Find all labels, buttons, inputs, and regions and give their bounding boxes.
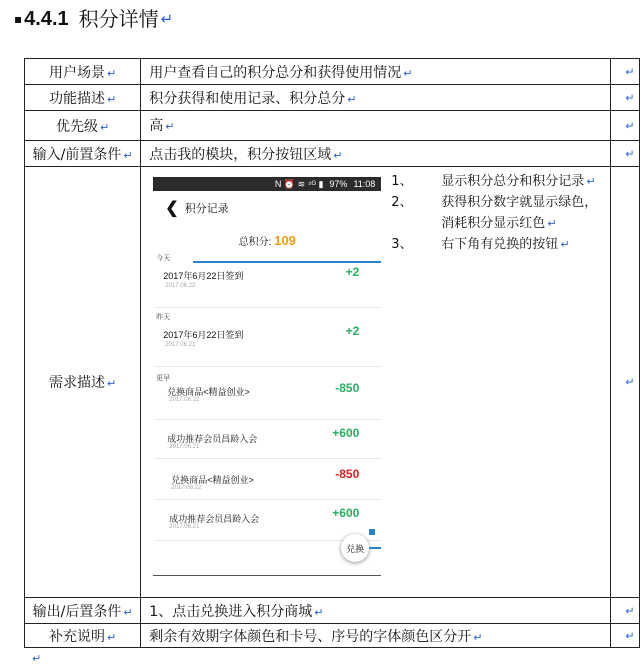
phone-mockup [153,177,381,577]
record-date: 2017.06.21 [165,342,196,348]
scene-value: 用户查看自己的积分总分和获得使用情况 [149,64,402,81]
label-cell [25,624,141,648]
record-title: 成功推荐会员昌龄入会 [167,434,258,444]
table-row [25,141,640,167]
label-cell [25,141,141,167]
list-item [155,322,381,367]
item-text: 获得积分数字就显示绿色，消耗积分显示红色 ↵ [441,195,598,231]
total-value: 109 [274,233,296,248]
list-item [155,420,381,459]
back-icon[interactable]: ❮ [165,200,179,217]
paragraph-mark-icon: ↵ [333,148,343,162]
table-row [25,167,640,598]
bottom-divider [153,575,381,576]
list-item [155,459,381,500]
record-amount: -850 [335,467,360,481]
end-cell [611,598,640,624]
label-cell [25,167,141,598]
record-amount: +2 [345,265,360,279]
nav-title: 积分记录 [184,203,229,215]
priority-label: 优先级 [56,118,99,135]
paragraph-mark-icon: ↵ [107,377,117,390]
paragraph-mark-icon: ↵ [625,65,635,78]
record-date: 2017.06.22 [171,485,202,491]
table-row [25,598,640,624]
paragraph-mark-icon: ↵ [107,630,117,644]
paragraph-mark-icon: ↵ [547,217,557,230]
paragraph-mark-icon: ↵ [586,175,596,188]
paragraph-mark-icon: ↵ [625,375,635,389]
item-number: 2、 [391,195,413,210]
exchange-button[interactable] [341,534,369,562]
paragraph-mark-icon: ↵ [625,629,635,642]
label-cell [25,598,141,624]
record-title: 2017年6月22日签到 [163,330,244,340]
list-item [391,171,597,192]
record-amount: +600 [332,426,360,440]
total-label: 总积分: [238,237,272,248]
total-points [153,229,381,253]
record-date: 2017.06.22 [165,283,196,289]
requirement-table [24,58,640,648]
paragraph-mark-icon: ↵ [347,92,357,106]
table-row [25,111,640,141]
extra-value: 剩余有效期字体颜色和卡号、序号的字体颜色区分开 [149,628,472,645]
req-label: 需求描述 [49,375,106,391]
heading-number: 4.4.1 [24,8,69,30]
status-bar [153,177,381,191]
heading-title: 积分详情 [78,7,159,31]
record-amount: +600 [332,506,360,520]
func-value: 积分获得和使用记录、积分总分 [149,90,346,107]
extra-label: 补充说明 [49,628,106,645]
clock: 11:08 [353,179,376,189]
record-title: 2017年6月22日签到 [163,271,244,281]
list-item [391,234,597,255]
nav-bar [153,191,381,225]
paragraph-mark-icon: ↵ [123,605,133,619]
value-cell [141,141,611,167]
end-cell [611,624,640,648]
paragraph-mark-icon: ↵ [625,147,635,160]
record-amount: -850 [335,381,360,395]
end-cell [611,141,640,167]
list-item [391,192,597,234]
requirement-list [391,171,597,255]
paragraph-mark-icon: ↵ [123,148,133,162]
paragraph-mark-icon: ↵ [160,10,174,28]
end-cell [611,59,640,85]
heading-bullet: ▪ [14,12,23,26]
label-cell [25,85,141,111]
status-icons: N ⏰ ≋ ⁴ᴳ ▮ [274,178,324,189]
section-yesterday: 昨天 [156,314,171,321]
value-cell [141,85,611,111]
value-cell [141,59,611,85]
paragraph-mark-icon: ↵ [625,604,635,617]
record-date: 2017.06.21 [169,524,200,530]
end-cell [611,85,640,111]
list-item [155,383,381,420]
priority-value: 高 [149,118,164,134]
input-label: 输入/前置条件 [32,146,122,163]
paragraph-mark-icon: ↵ [107,66,117,80]
record-date: 2017.06.22 [169,397,200,403]
resize-handle-icon [369,529,375,535]
label-cell [25,111,141,141]
value-cell [141,111,611,141]
output-label: 输出/后置条件 [32,603,122,620]
list-item [155,263,381,308]
table-row [25,85,640,111]
item-text: 右下角有兑换的按钮 ↵ [441,237,570,252]
section-today: 今天 [156,255,171,262]
section-heading [14,6,173,32]
item-text: 显示积分总分和积分记录 ↵ [441,174,596,189]
record-title: 成功推荐会员昌龄入会 [169,514,260,524]
paragraph-mark-icon: ↵ [100,120,110,134]
record-date: 2017.06.21 [169,444,200,450]
paragraph-mark-icon: ↵ [560,238,570,251]
battery-level: 97% [329,179,348,189]
output-value: 1、点击兑换进入积分商城 [149,603,313,620]
func-label: 功能描述 [49,90,106,107]
item-number: 3、 [391,237,413,252]
table-row [25,59,640,85]
paragraph-mark-icon: ↵ [314,605,324,619]
paragraph-mark-icon: ↵ [107,92,117,106]
label-cell [25,59,141,85]
scene-label: 用户场景 [49,64,106,81]
exchange-label: 兑换 [346,543,365,554]
record-title: 兑换商品<精益创业> [167,387,250,397]
item-number: 1、 [391,174,413,189]
paragraph-mark-icon: ↵ [165,120,175,133]
paragraph-mark-icon: ↵ [625,91,635,104]
paragraph-mark-icon: ↵ [403,66,413,80]
paragraph-mark-icon: ↵ [473,630,483,644]
record-title: 兑换商品<精益创业> [171,475,254,485]
requirement-cell [141,167,611,598]
connector-line [369,547,381,549]
value-cell [141,624,611,648]
input-value: 点击我的模块，积分按钮区域 [149,146,332,163]
paragraph-mark-icon: ↵ [32,652,42,665]
end-cell [611,111,640,141]
value-cell [141,598,611,624]
end-cell [611,167,640,598]
record-amount: +2 [345,324,360,338]
paragraph-mark-icon: ↵ [625,119,635,132]
table-row [25,624,640,648]
section-earlier: 更早 [156,375,171,382]
